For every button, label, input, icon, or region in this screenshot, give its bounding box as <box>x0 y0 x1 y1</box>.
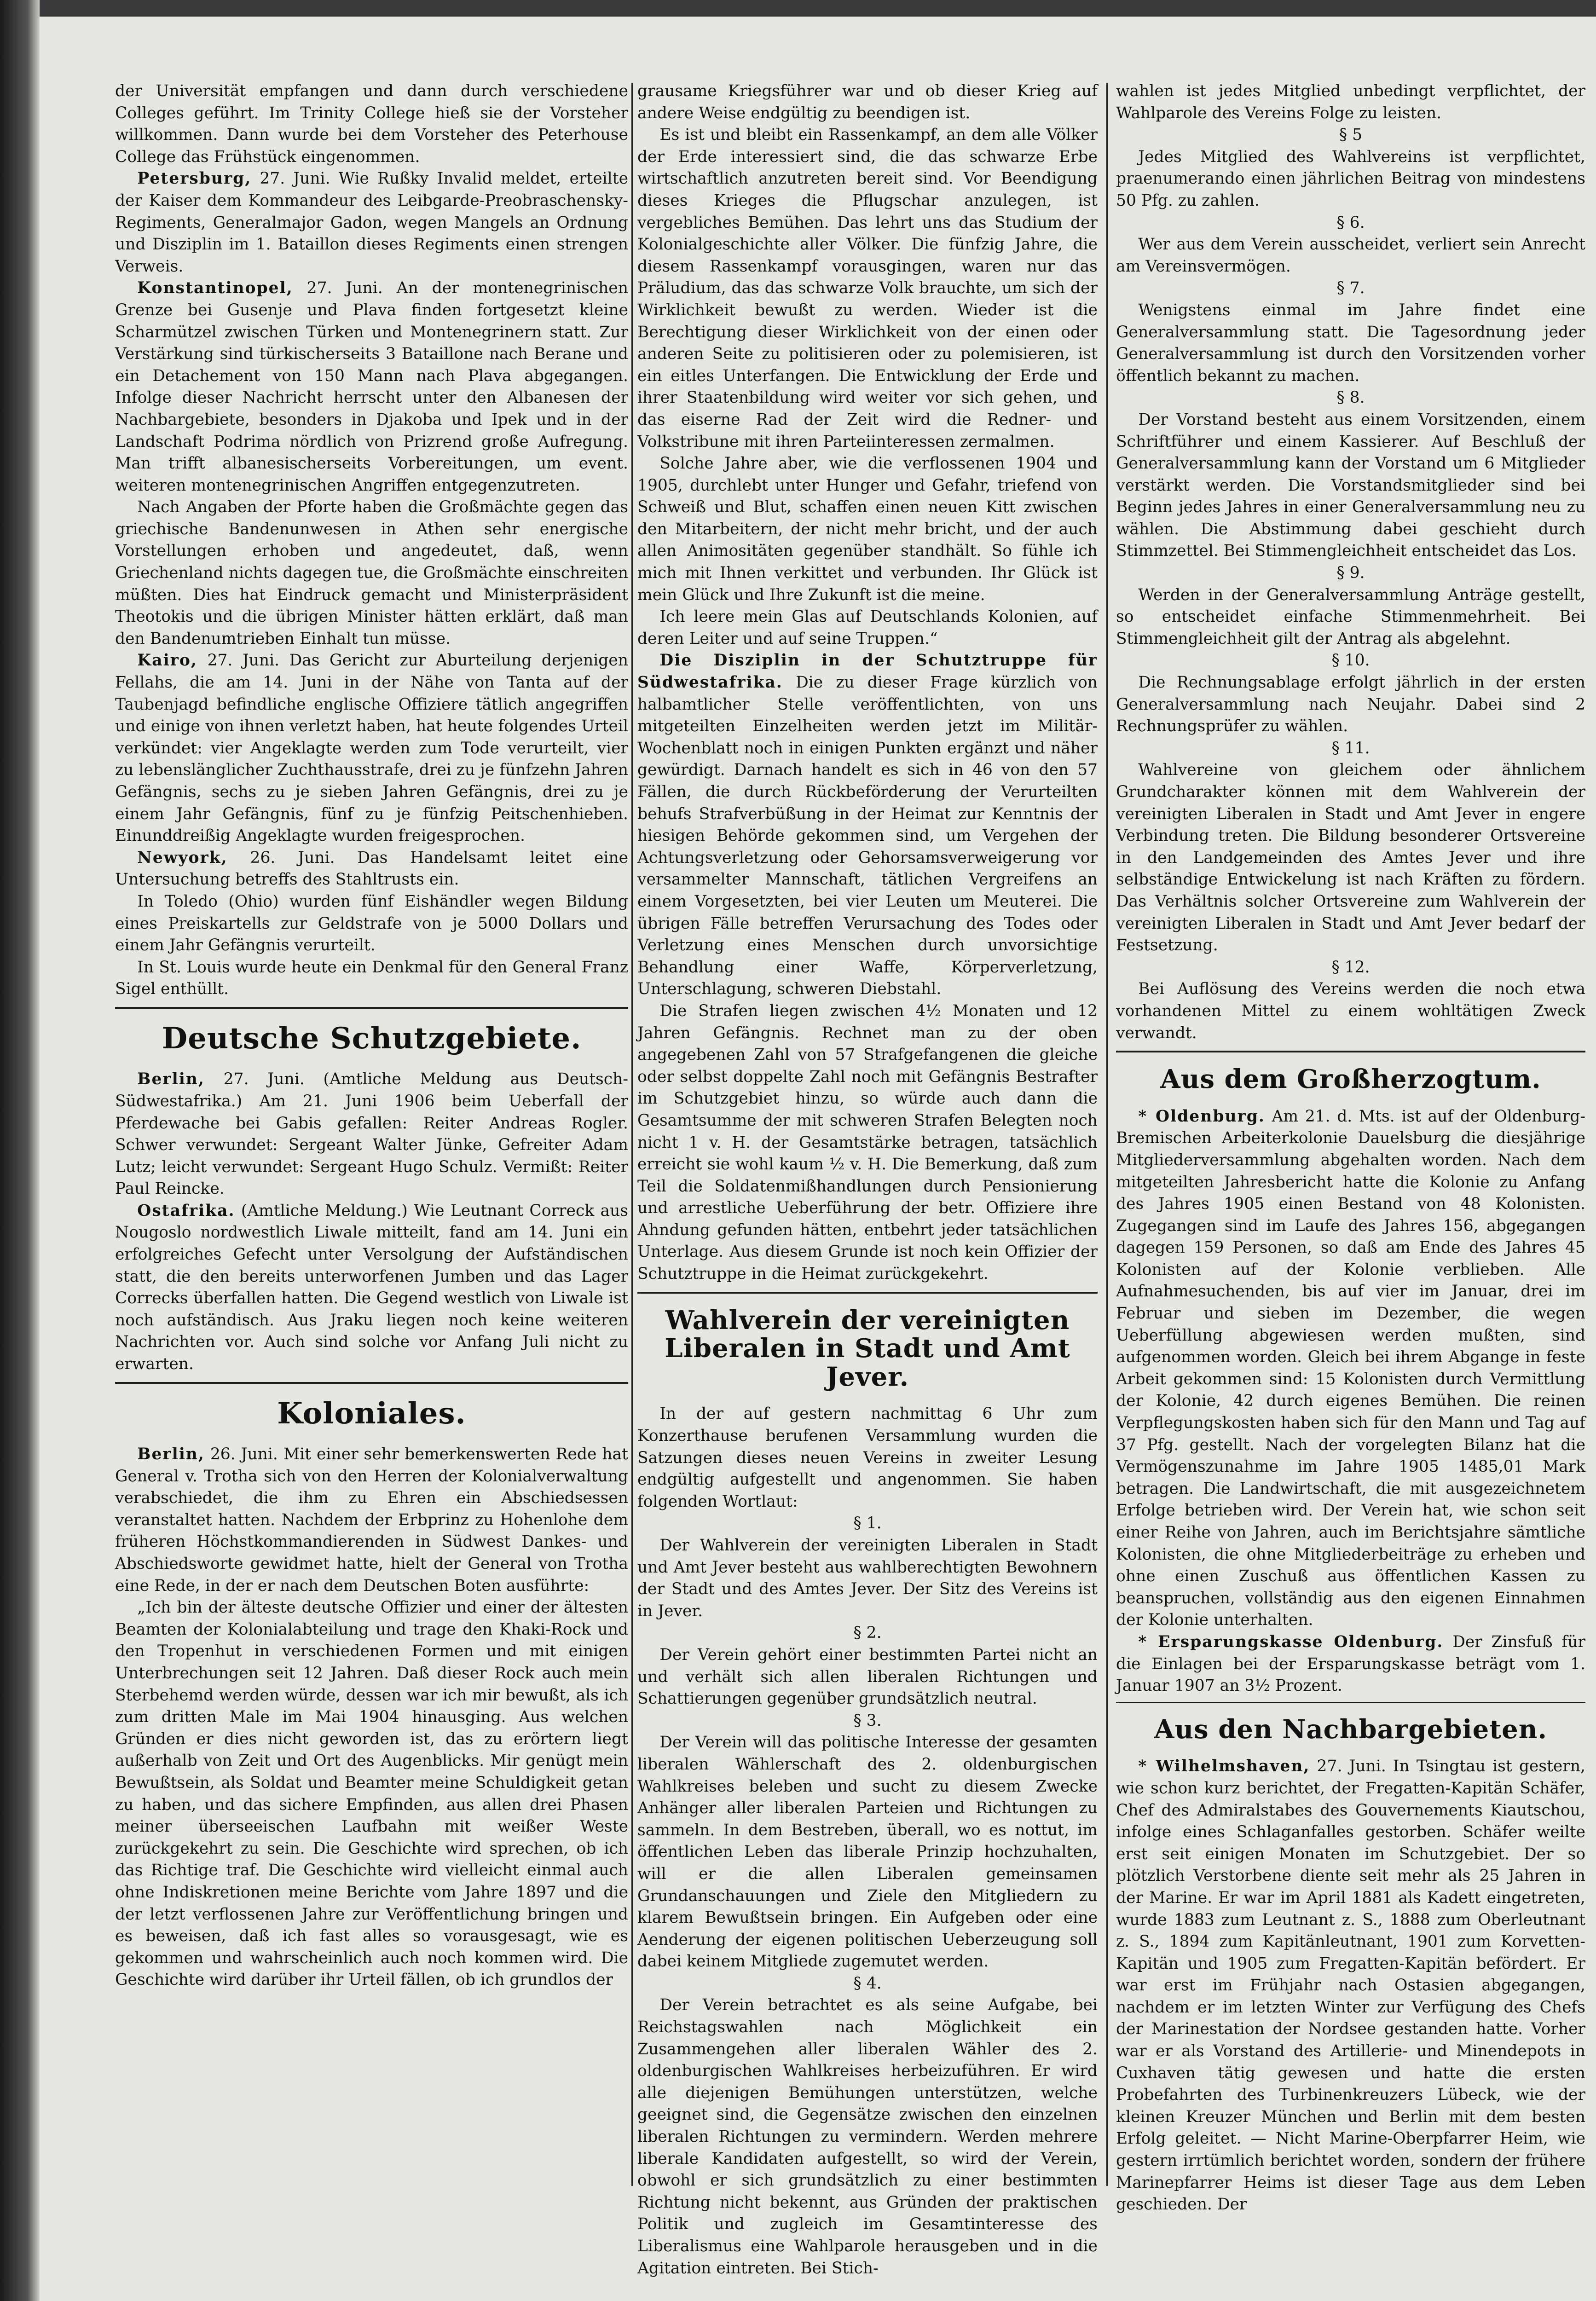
section-heading-grossherzogtum: Aus dem Großherzogtum. <box>1160 1064 1541 1095</box>
dateline: Kairo, <box>137 651 197 670</box>
section-divider <box>115 1007 628 1009</box>
news-item: Petersburg, 27. Juni. Wie Rußky Invalid meldet, erteilte der Kaiser dem Kommandeur des Leibgarde-Preobraschensky-Regiments, Generalmajor Gadon, wegen Mangels an Ordnung und Disziplin im 1. Bataillon dieses Regiments einen strengen Verweis. <box>115 169 628 276</box>
section-number: § 1. <box>853 1514 882 1533</box>
section-divider <box>115 1382 628 1384</box>
news-item: Kairo, 27. Juni. Das Gericht zur Aburteilung derjenigen Fellahs, die am 14. Juni in der Nähe von Tanta auf der Taubenjagd befindliche englische Offiziere tätlich angegriffen und einige von ihnen verletzt haben, hat heute folgendes Urteil verkündet: vier Angeklagte werden zum Tode verurteilt, vier zu lebenslänglicher Zuchthausstrafe, drei zu je fünfzehn Jahren Gefängnis, sechs zu je sieben Jahren Gefängnis, drei zu je einem Jahr Gefängnis, fünf zu je fünfzig Peitschenhieben. Einunddreißig Angeklagte wurden freigesprochen. <box>115 651 628 845</box>
section-heading-nachbargebiete: Aus den Nachbargebieten. <box>1154 1714 1547 1745</box>
section-heading-wahlverein: Wahlverein der vereinigten Liberalen in Stadt und Amt Jever. <box>665 1305 1070 1392</box>
statute-text: wahlen ist jedes Mitglied unbedingt verpflichtet, der Wahlparole des Vereins Folge zu leisten. <box>1116 82 1585 122</box>
news-item: * Wilhelmshaven, 27. Juni. In Tsingtau ist gestern, wie schon kurz berichtet, der Fregatten-Kapitän Schäfer, Chef des Admiralstabes des Gouvernements Kiautschou, infolge eines Schlaganfalles gestorben. Schäfer weilte erst seit einigen Monaten im Schutzgebiet. Der so plötzlich Verstorbene diente seit mehr als 25 Jahren in der Marine. Er war im April 1881 als Kadett eingetreten, wurde 1883 zum Leutnant z. S., 1888 zum Oberleutnant z. S., 1894 zum Kapitänleutnant, 1901 zum Korvetten-Kapitän und 1905 zum Fregatten-Kapitän befördert. Er war erst im Frühjahr nach Ostasien abgegangen, nachdem er im letzten Winter zur Verfügung des Chefs der Marinestation der Nordsee gestanden hatte. Vorher war er als Vorstand des Artillerie- und Minendepots in Cuxhaven tätig gewesen und hatte die ersten Probefahrten des Turbinenkreuzers Lübeck, wie der kleinen Kreuzer München und Berlin mit dem besten Erfolg geleitet. — Nicht Marine-Oberpfarrer Heim, wie gestern irrtümlich berichtet worden, sondern der frühere Marinepfarrer Heims ist dieser Tage aus dem Leben geschieden. Der <box>1116 1757 1586 2214</box>
section-heading-koloniales: Koloniales. <box>277 1396 466 1431</box>
statute-text: Jedes Mitglied des Wahlvereins ist verpflichtet, praenumerando einen jährlichen Beitrag von mindestens 50 Pfg. zu zahlen. <box>1116 147 1585 210</box>
statute-text: Wer aus dem Verein ausscheidet, verliert sein Anrecht am Vereinsvermögen. <box>1116 235 1585 276</box>
paragraph: Es ist und bleibt ein Rassenkampf, an dem alle Völker der Erde interessiert sind, die das schwarze Erbe wirtschaftlich anzutreten bereit sind. Vor Beendigung dieses Krieges die Pflugschar anzulegen, ist vergebliches Bemühen. Das lehrt uns das Studium der Kolonialgeschichte aller Völker. Die fünfzig Jahre, die diesem Rassenkampf vorausgingen, waren nur das Präludium, das das schwarze Volk brauchte, um sich der Wirklichkeit bewußt zu werden. Wieder ist die Berechtigung dieser Wirklichkeit von der einen oder anderen Seite zu politisieren oder zu polemisieren, ist ein eitles Unterfangen. Die Entwicklung der Erde und ihrer Staatenbildung wird weiter vor sich gehen, und das eiserne Rad der Zeit wird die Redner- und Volkstribune mit ihren Parteiinteressen zermalmen. <box>637 126 1098 451</box>
paragraph: der Universität empfangen und dann durch verschiedene Colleges geführt. Im Trinity College hieß sie der Vorsteher willkommen. Dann wurde bei dem Vorsteher des Peterhouse College das Frühstück eingenommen. <box>115 82 628 166</box>
column-left <box>115 81 628 1991</box>
section-divider <box>1116 1051 1585 1052</box>
paragraph: In Toledo (Ohio) wurden fünf Eishändler wegen Bildung eines Preiskartells zur Geldstrafe von je 5000 Dollars und einem Jahr Gefängnis verurteilt. <box>115 892 628 955</box>
dateline: Petersburg, <box>137 169 252 188</box>
dateline: * Oldenburg. <box>1138 1107 1265 1126</box>
dateline: * Ersparungskasse Oldenburg. <box>1138 1632 1444 1651</box>
paragraph: Ich leere mein Glas auf Deutschlands Kolonien, auf deren Leiter und auf seine Truppen.“ <box>637 607 1098 648</box>
paragraph: Solche Jahre aber, wie die verflossenen 1904 und 1905, durchlebt unter Hunger und Gefahr, triefend von Schweiß und Blut, schaffen einen neuen Kitt zwischen den Mitarbeitern, der nicht mehr bricht, und der auch allen Animositäten gegenüber standhält. So fühle ich mich mit Ihnen verkittet und verbunden. Ihr Glück ist mein Glück und Ihre Zukunft ist die meine. <box>637 454 1098 604</box>
statute-text: Werden in der Generalversammlung Anträge gestellt, so entscheidet einfache Stimmenmehrheit. Bei Stimmengleichheit gilt der Antrag als abgelehnt. <box>1116 585 1585 648</box>
column-rule-2 <box>1106 83 1108 2186</box>
statute-text: Der Wahlverein der vereinigten Liberalen in Stadt und Amt Jever besteht aus wahlberechtigten Bewohnern der Stadt und des Amtes Jever. Der Sitz des Vereins ist in Jever. <box>637 1536 1098 1620</box>
statute-text: Die Rechnungsablage erfolgt jährlich in der ersten Generalversammlung nach Neujahr. Dabei sind 2 Rechnungsprüfer zu wählen. <box>1116 673 1585 736</box>
section-number: § 5 <box>1339 126 1363 145</box>
section-number: § 3. <box>853 1711 882 1730</box>
statute-text: Der Verein will das politische Interesse der gesamten liberalen Wählerschaft des 2. oldenburgischen Wahlkreises beleben und sucht zu diesem Zwecke Anhänger aller liberalen Parteien und Richtungen zu sammeln. In dem Bestreben, überall, wo es nottut, im öffentlichen Leben das liberale Prinzip hochzuhalten, will er die allen Liberalen gemeinsamen Grundanschauungen und Ziele den Mitgliedern zu klarem Bewußtsein bringen. Ein Aufgeben oder eine Aenderung der eigenen politischen Ueberzeugung soll dabei keinem Mitgliede zugemutet werden. <box>637 1733 1098 1971</box>
news-item: Ostafrika. (Amtliche Meldung.) Wie Leutnant Correck aus Nougoslo nordwestlich Liwale mitteilt, fand am 14. Juni ein erfolgreiches Gefecht unter Versolgung der Aufständischen statt, die den bereits unterworfenen Jumben und das Lager Correcks überfallen hatten. Die Gegend westlich von Liwale ist noch aufständisch. Aus Jraku liegen noch keine weiteren Nachrichten vor. Auch sind solche vor Anfang Juli nicht zu erwarten. <box>115 1201 628 1374</box>
article-title: Die Disziplin in der Schutztruppe für Südwestafrika. <box>637 651 1098 692</box>
section-number: § 8. <box>1336 388 1365 407</box>
column-rule-1 <box>631 83 633 2186</box>
paragraph: In St. Louis wurde heute ein Denkmal für den General Franz Sigel enthüllt. <box>115 958 628 999</box>
statute-text: Der Verein gehört einer bestimmten Partei nicht an und verhält sich allen liberalen Richtungen und Schattierungen gegenüber grundsätzlich neutral. <box>637 1645 1098 1708</box>
section-number: § 9. <box>1336 564 1365 583</box>
section-heading-schutzgebiete: Deutsche Schutzgebiete. <box>162 1021 582 1056</box>
statute-text: Wahlvereine von gleichem oder ähnlichem Grundcharakter können mit dem Wahlverein der vereinigten Liberalen in Stadt und Amt Jever in engere Verbindung treten. Die Bildung besonderer Ortsvereine in den Landgemeinden des Amtes Jever und ihre selbständige Entwickelung ist nach Kräften zu fördern. Das Verhältnis solcher Ortsvereine zum Wahlverein der vereinigten Liberalen in Stadt und Amt Jever bedarf der Festsetzung. <box>1116 761 1585 955</box>
statute-text: Der Verein betrachtet es als seine Aufgabe, bei Reichstagswahlen nach Möglichkeit ein Zusammengehen aller liberalen Wähler des 2. oldenburgischen Wahlkreises herbeizuführen. Er wird alle diejenigen Bemühungen unterstützen, welche geeignet sind, die Gegensätze zwischen den einzelnen liberalen Richtungen zu vermindern. Werden mehrere liberale Kandidaten aufgestellt, so wird der Verein, obwohl er sich grundsätzlich zu einer bestimmten Richtung nicht bekennt, aus Gründen der praktischen Politik und zugleich im Gesamtinteresse des Liberalismus eine Wahlparole herausgeben und in die Agitation eintreten. Bei Stich- <box>637 1996 1098 2278</box>
column-middle <box>637 81 1098 2279</box>
news-item: Berlin, 26. Juni. Mit einer sehr bemerkenswerten Rede hat General v. Trotha sich von den Herren der Kolonialverwaltung verabschiedet, die ihm zu Ehren ein Abschiedsessen veranstaltet hatten. Nachdem der Erbprinz zu Hohenlohe dem früheren Höchstkommandierenden in Südwest Dankes- und Abschiedsworte gewidmet hatte, hielt der General von Trotha eine Rede, in der er nach dem Deutschen Boten ausführte: <box>115 1445 628 1595</box>
dateline: Ostafrika. <box>137 1201 235 1220</box>
paragraph: grausame Kriegsführer war und ob dieser Krieg auf andere Weise endgültig zu beendigen ist. <box>637 82 1098 122</box>
section-number: § 11. <box>1331 739 1370 757</box>
news-item: Berlin, 27. Juni. (Amtliche Meldung aus Deutsch-Südwestafrika.) Am 21. Juni 1906 beim Ueberfall der Pferdewache bei Gabis gefallen: Reiter Andreas Rogler. Schwer verwundet: Sergeant Walter Jünke, Gefreiter Adam Lutz; leicht verwundet: Sergeant Hugo Schulz. Vermißt: Reiter Paul Reincke. <box>115 1070 628 1198</box>
news-item: Die Disziplin in der Schutztruppe für Südwestafrika. Die zu dieser Frage kürzlich von halbamtlicher Stelle veröffentlichten, von uns mitgeteilten Einzelheiten werden jetzt im Militär-Wochenblatt noch in einigen Punkten ergänzt und näher gewürdigt. Darnach handelt es sich in 46 von den 57 Fällen, die durch Rückbeförderung der Verurteilten behufs Strafverbüßung in der Heimat zur Kenntnis der hiesigen Behörde gekommen sind, um Vergehen der Achtungsverletzung oder Gehorsamsverweigerung vor versammelter Mannschaft, tätlichen Vergreifens an einem Vorgesetzten, bei vier Leuten um Meuterei. Die übrigen Fälle betreffen Verursachung des Todes oder Verletzung eines Menschen durch unvorsichtige Behandlung einer Waffe, Körperverletzung, Unterschlagung, schweren Diebstahl. <box>637 651 1098 999</box>
news-item: Newyork, 26. Juni. Das Handelsamt leitet eine Untersuchung betreffs des Stahltrusts ein. <box>115 848 628 889</box>
scan-top-border <box>0 0 1596 17</box>
section-number: § 10. <box>1331 651 1370 670</box>
news-item: * Ersparungskasse Oldenburg. Der Zinsfuß für die Einlagen bei der Ersparungskasse beträgt vom 1. Januar 1907 an 3½ Prozent. <box>1116 1632 1585 1695</box>
section-divider <box>1116 1702 1585 1703</box>
statute-text: Wenigstens einmal im Jahre findet eine Generalversammlung statt. Die Tagesordnung jeder Generalversammlung ist durch den Vorsitzenden vorher öffentlich bekannt zu machen. <box>1116 301 1585 385</box>
scan-binding-shadow <box>0 0 40 2301</box>
column-right <box>1116 81 1585 2216</box>
dateline: * Wilhelmshaven, <box>1138 1757 1310 1776</box>
section-number: § 7. <box>1336 279 1365 298</box>
paragraph: Nach Angaben der Pforte haben die Großmächte gegen das griechische Bandenunwesen in Athen sehr energische Vorstellungen erhoben und angedeutet, daß, wenn Griechenland nichts dagegen tue, die Großmächte einschreiten müßten. Dies hat Eindruck gemacht und Ministerpräsident Theotokis und die übrigen Minister hätten erklärt, daß man den Bandenumtrieben Einhalt tun müsse. <box>115 498 628 648</box>
statute-text: Bei Auflösung des Vereins werden die noch etwa vorhandenen Mittel zu einem wohltätigen Zweck verwandt. <box>1116 980 1585 1042</box>
section-number: § 2. <box>853 1624 882 1642</box>
news-item: * Oldenburg. Am 21. d. Mts. ist auf der Oldenburg-Bremischen Arbeiterkolonie Dauelsburg die diesjährige Mitgliederversammlung abgehalten worden. Nach dem mitgeteilten Jahresbericht hatte die Kolonie zu Anfang des Jahres 1905 einen Bestand von 48 Kolonisten. Zugegangen sind im Laufe des Jahres 156, abgegangen dagegen 159 Personen, so daß am Ende des Jahres 45 Kolonisten auf der Kolonie verblieben. Alle Aufnahmesuchenden, bis auf vier im Januar, drei im Februar und sieben im Dezember, die wegen Ueberfüllung abgewiesen werden mußten, sind aufgenommen worden. Gleich bei ihrem Abgange in feste Arbeit gekommen sind: 15 Kolonisten durch Vermittlung der Kolonie, 42 durch eigenes Bemühen. Die reinen Verpflegungskosten haben sich für den Mann und Tag auf 37 Pfg. gestellt. Nach der vorgelegten Bilanz hat die Vermögenszunahme im Jahre 1905 1485,01 Mark betragen. Die Landwirtschaft, die mit ausgezeichnetem Erfolge betrieben wird. Der Verein hat, wie schon seit einer Reihe von Jahren, auch im Berichtsjahre sämtliche Kolonisten, die ohne Mitgliederbeiträge zu erheben und ohne einen Zuschuß aus öffentlichen Kassen zu beanspruchen, vollständig aus den eigenen Einnahmen der Kolonie unterhalten. <box>1116 1107 1585 1630</box>
dateline: Newyork, <box>137 848 228 867</box>
dateline: Berlin, <box>137 1070 205 1089</box>
quotation: „Ich bin der älteste deutsche Offizier und einer der ältesten Beamten der Kolonialabteilung und trage den Khaki-Rock und den Tropenhut in verschiedenen Formen und mit einigen Unterbrechungen seit 12 Jahren. Daß dieser Rock auch mein Sterbehemd werden würde, dessen war ich mir bewußt, als ich zum dritten Male im Mai 1904 hinausging. Aus welchen Gründen er dies nicht geworden ist, das zu erörtern liegt außerhalb von Zeit und Ort des Augenblicks. Mir genügt mein Bewußtsein, als Soldat und Beamter meine Schuldigkeit getan zu haben, und das sichere Empfinden, aus allen drei Phasen meiner überseeischen Laufbahn mit weißer Weste zurückgekehrt zu sein. Die Geschichte wird sprechen, ob ich das Richtige traf. Die Geschichte wird vielleicht einmal auch ohne Indiskretionen meine Berichte vom Jahre 1897 und die der letzt verflossenen Jahre zur Veröffentlichung bringen und es beweisen, daß ich fast alles so vorausgesagt, wie es gekommen und wahrscheinlich auch noch kommen wird. Die Geschichte wird darüber ihr Urteil fällen, ob ich grundlos der <box>115 1598 628 1989</box>
section-number: § 12. <box>1331 958 1370 977</box>
statute-text: Der Vorstand besteht aus einem Vorsitzenden, einem Schriftführer und einem Kassierer. Auf Beschluß der Generalversammlung kann der Vorstand um 6 Mitglieder verstärkt werden. Die Vorstandsmitglieder sind bei Beginn jedes Jahres in einer Generalversammlung neu zu wählen. Die Abstimmung dabei geschieht durch Stimmzettel. Bei Stimmengleichheit entscheidet das Los. <box>1116 410 1585 561</box>
dateline: Berlin, <box>137 1445 205 1464</box>
section-divider <box>637 1292 1098 1294</box>
section-number: § 4. <box>853 1974 882 1993</box>
dateline: Konstantinopel, <box>137 279 293 298</box>
section-number: § 6. <box>1336 213 1365 232</box>
paragraph: Die Strafen liegen zwischen 4½ Monaten und 12 Jahren Gefängnis. Rechnet man zu der oben angegebenen Zahl von 57 Strafgefangenen die gleiche oder selbst doppelte Zahl noch mit Gefängnis Bestrafter im Schutzgebiet hinzu, so würde auch dann die Gesamtsumme der mit schweren Strafen Belegten noch nicht 1 v. H. der Gesamtstärke betragen, tatsächlich erreicht sie wohl kaum ½ v. H. Die Bemerkung, daß zum Teil die Soldatenmißhandlungen durch Pensionierung und arrestliche Ueberführung der betr. Offiziere ihre Ahndung gefunden hätten, entbehrt jeder tatsächlichen Unterlage. Aus diesem Grunde ist noch kein Offizier der Schutztruppe in die Heimat zurückgekehrt. <box>637 1001 1098 1283</box>
paragraph: In der auf gestern nachmittag 6 Uhr zum Konzerthause berufenen Versammlung wurden die Satzungen dieses neuen Vereins in zweiter Lesung endgültig aufgestellt und angenommen. Sie haben folgenden Wortlaut: <box>637 1405 1098 1511</box>
news-item: Konstantinopel, 27. Juni. An der montenegrinischen Grenze bei Gusenje und Plava finden fortgesetzt kleine Scharmützel zwischen Türken und Montenegrinern statt. Zur Verstärkung sind türkischerseits 3 Bataillone nach Berane und ein Detachement von 150 Mann nach Plava abgegangen. Infolge dieser Nachricht herrscht unter den Albanesen der Nachbargebiete, besonders in Djakoba und Ipek und in der Landschaft Podrima nördlich von Prizrend große Aufregung. Man trifft albanesischerseits Vorbereitungen, um event. weiteren montenegrinischen Angriffen entgegenzutreten. <box>115 279 628 495</box>
